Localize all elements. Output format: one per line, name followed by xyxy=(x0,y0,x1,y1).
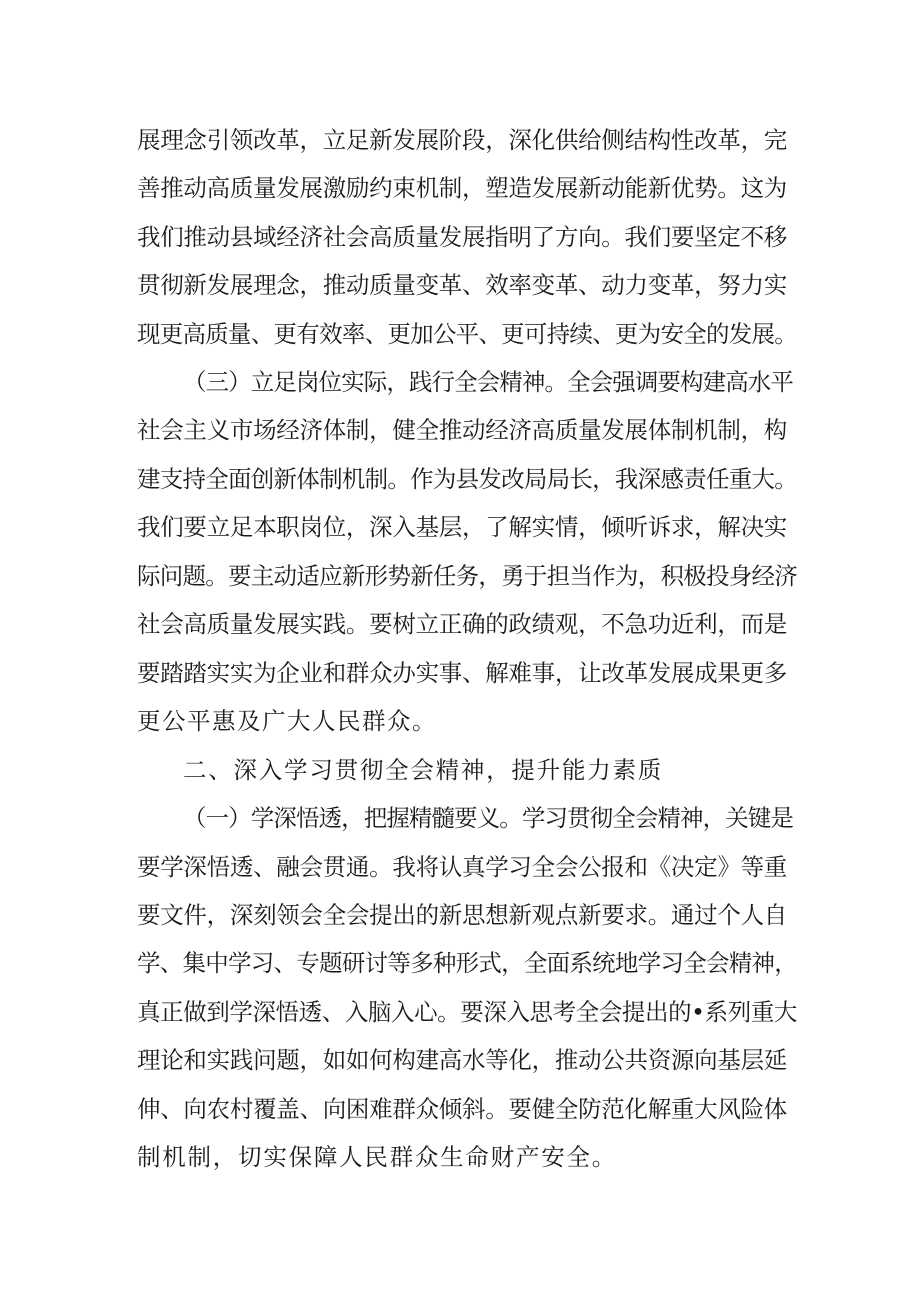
section-heading-1: （一）学深悟透，把握精髓要义。学习贯彻全会精神，关键是 xyxy=(183,804,793,832)
text-line: 更公平惠及广大人民群众。 xyxy=(137,707,437,735)
text-line: 学、集中学习、专题研讨等多种形式，全面系统地学习全会精神， xyxy=(137,949,797,977)
text-line: 我们要立足本职岗位，深入基层，了解实情，倾听诉求，解决实 xyxy=(137,513,787,541)
section-heading-3: （三）立足岗位实际，践行全会精神。全会强调要构建高水平 xyxy=(183,368,793,396)
text-line: 际问题。要主动适应新形势新任务，勇于担当作为，积极投身经济 xyxy=(137,562,797,590)
text-line: 要文件，深刻领会全会提出的新思想新观点新要求。通过个人自 xyxy=(137,901,787,929)
text-line: 要踏踏实实为企业和群众办实事、解难事，让改革发展成果更多 xyxy=(137,659,787,687)
text-line: 理论和实践问题，如如何构建高水等化，推动公共资源向基层延 xyxy=(137,1046,787,1074)
text-line: 伸、向农村覆盖、向困难群众倾斜。要健全防范化解重大风险体 xyxy=(137,1095,787,1123)
text-line: 要学深悟透、融会贯通。我将认真学习全会公报和《决定》等重 xyxy=(137,853,787,881)
text-line: 贯彻新发展理念，推动质量变革、效率变革、动力变革，努力实 xyxy=(137,271,787,299)
text-line: 制机制，切实保障人民群众生命财产安全。 xyxy=(137,1143,617,1171)
text-line: 展理念引领改革，立足新发展阶段，深化供给侧结构性改革，完 xyxy=(137,126,787,154)
text-line: 社会主义市场经济体制，健全推动经济高质量发展体制机制，构 xyxy=(137,416,787,444)
text-line: 善推动高质量发展激励约束机制，塑造发展新动能新优势。这为 xyxy=(137,174,787,202)
text-line: 真正做到学深悟透、入脑入心。要深入思考全会提出的•系列重大 xyxy=(137,998,797,1026)
text-line: 现更高质量、更有效率、更加公平、更可持续、更为安全的发展。 xyxy=(137,320,797,348)
text-line: 我们推动县域经济社会高质量发展指明了方向。我们要坚定不移 xyxy=(137,223,787,251)
text-line: 社会高质量发展实践。要树立正确的政绩观，不急功近利，而是 xyxy=(137,610,787,638)
chapter-heading-2: 二、深入学习贯彻全会精神，提升能力素质 xyxy=(183,756,663,784)
text-line: 建支持全面创新体制机制。作为县发改局局长，我深感责任重大。 xyxy=(137,465,797,493)
